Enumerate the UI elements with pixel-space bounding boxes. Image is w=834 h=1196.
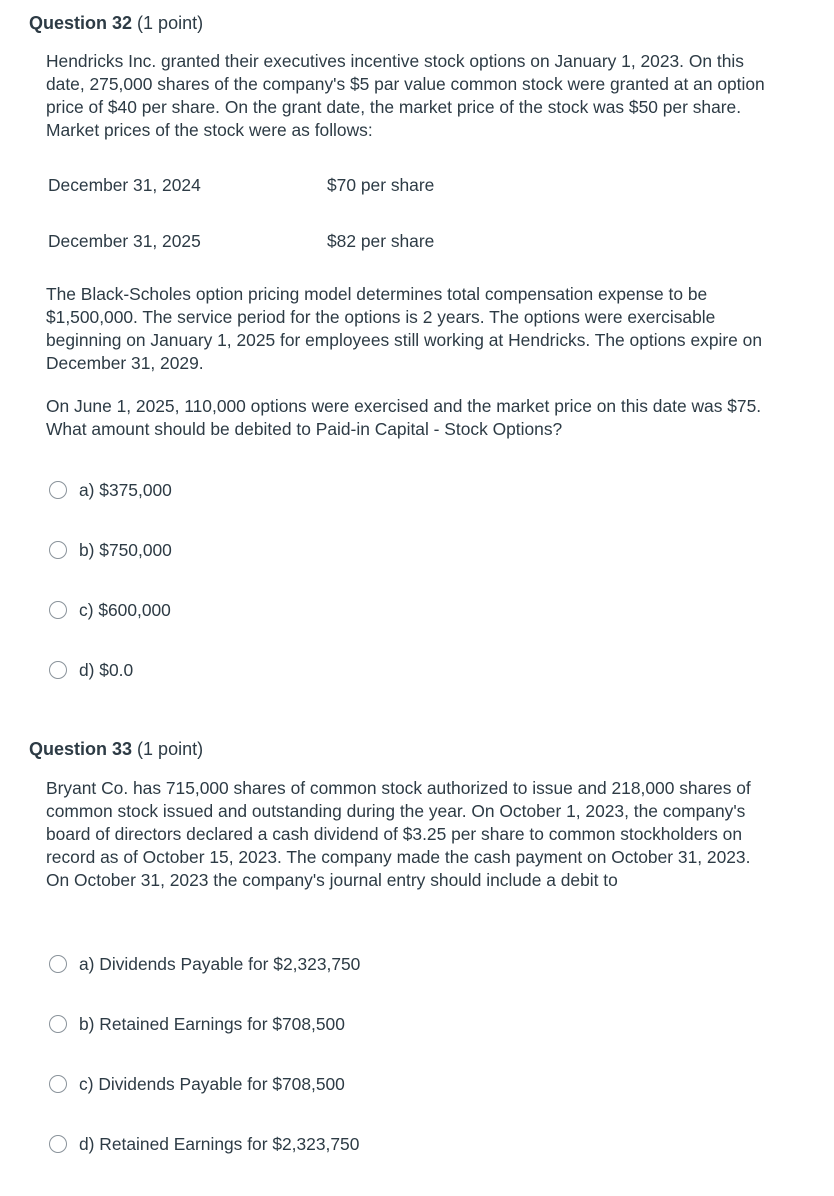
question-text: The Black-Scholes option pricing model determines total compensation expense to be $1,500,000. The service period for the options is 2 years. The options were exercisable beginning on January 1, 2025 for employees still working at Hendricks. The options expire on December 31, 2029.	[46, 284, 763, 373]
answer-label: a) Dividends Payable for $2,323,750	[79, 953, 361, 974]
radio-button[interactable]	[49, 541, 67, 559]
question-points: (1 point)	[137, 13, 204, 33]
answer-option-c[interactable]	[49, 1072, 345, 1096]
question-prompt: On June 1, 2025, 110,000 options were exercised and the market price on this date was $75. What amount should be debited to Paid-in Capital - Stock Options?	[46, 396, 762, 439]
answer-label: d) Retained Earnings for $2,323,750	[79, 1133, 360, 1154]
radio-button[interactable]	[49, 1075, 67, 1093]
price-value: $70 per share	[327, 175, 435, 195]
question-title: Question 33	[29, 739, 133, 759]
question-points: (1 point)	[137, 739, 204, 759]
answer-option-a[interactable]	[49, 952, 360, 976]
radio-button[interactable]	[49, 601, 67, 619]
radio-button[interactable]	[49, 1015, 67, 1033]
answer-option-c[interactable]	[49, 598, 171, 622]
question-text: Bryant Co. has 715,000 shares of common stock authorized to issue and 218,000 shares of common stock issued and outstanding during the year. On October 1, 2023, the company's board of directors declared a cash dividend of $3.25 per share to common stockholders on record as of October 15, 2023. The company made the cash payment on October 31, 2023. On October 31, 2023 the company's journal entry should include a debit to	[46, 778, 751, 890]
answer-label: b) Retained Earnings for $708,500	[79, 1013, 345, 1034]
question-header	[29, 13, 203, 34]
answer-option-d[interactable]	[49, 1132, 359, 1156]
price-date: December 31, 2025	[48, 231, 201, 251]
radio-button[interactable]	[49, 955, 67, 973]
answer-label: a) $375,000	[79, 479, 172, 500]
radio-button[interactable]	[49, 481, 67, 499]
answer-option-d[interactable]	[49, 658, 133, 682]
answer-label: b) $750,000	[79, 539, 172, 560]
answer-option-a[interactable]	[49, 478, 172, 502]
radio-button[interactable]	[49, 1135, 67, 1153]
price-value: $82 per share	[327, 231, 435, 251]
answer-label: c) $600,000	[79, 599, 171, 620]
question-header	[29, 739, 203, 760]
answer-option-b[interactable]	[49, 538, 172, 562]
question-title: Question 32	[29, 13, 133, 33]
answer-option-b[interactable]	[49, 1012, 345, 1036]
answer-label: d) $0.0	[79, 659, 134, 680]
question-text: Hendricks Inc. granted their executives incentive stock options on January 1, 2023. On this date, 275,000 shares of the company's $5 par value common stock were granted at an option price of $40 per share. On the grant date, the market price of the stock was $50 per share. Market prices of the stock were as follows:	[46, 51, 765, 140]
answer-label: c) Dividends Payable for $708,500	[79, 1073, 345, 1094]
radio-button[interactable]	[49, 661, 67, 679]
price-date: December 31, 2024	[48, 175, 201, 195]
